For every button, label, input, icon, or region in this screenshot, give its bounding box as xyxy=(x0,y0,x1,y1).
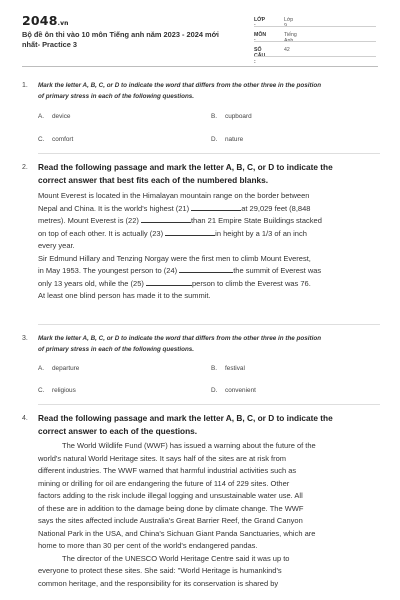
passage-line: Sir Edmund Hillary and Tenzing Norgay were the first men to climb Mount Everest, xyxy=(38,253,311,263)
passage-text: on top of each other. It is actually (23) xyxy=(38,228,164,238)
question-3-number: 3. xyxy=(22,335,28,342)
meta-class-label: LỚP : xyxy=(254,17,265,29)
passage-line: common heritage, and the responsibility for its conservation is shared by xyxy=(38,578,279,588)
blank-22[interactable] xyxy=(141,215,191,223)
passage-line: home to more than 30 per cent of the world's endangered pandas. xyxy=(38,541,258,550)
passage-line: The World Wildlife Fund (WWF) has issued a warning about the future of the xyxy=(62,441,316,450)
passage-text: person to climb the Everest was 76. xyxy=(191,278,311,288)
question-4-number: 4. xyxy=(22,415,28,422)
option-text: religious xyxy=(52,387,76,394)
blank-23[interactable] xyxy=(165,228,215,236)
option-text: comfort xyxy=(52,136,74,143)
passage-line: At least one blind person has made it to the summit. xyxy=(38,291,211,300)
option-text: nature xyxy=(225,136,244,143)
question-separator xyxy=(38,324,380,325)
option-letter: B. xyxy=(211,113,218,120)
passage-text: the summit of Everest was xyxy=(233,266,322,275)
meta-divider xyxy=(254,26,376,27)
instruction-line: correct answer to each of the questions. xyxy=(38,426,198,436)
passage-text: at 29,029 feet (8,848 xyxy=(241,203,311,213)
meta-subject-value: Tiếng Anh xyxy=(284,32,297,44)
option-letter: D. xyxy=(211,387,218,394)
instruction-line: Read the following passage and mark the letter A, B, C, or D to indicate the xyxy=(38,162,333,172)
passage-line: The director of the UNESCO World Heritage Centre said it was up to xyxy=(62,553,290,563)
site-logo[interactable] xyxy=(22,13,69,28)
passage-line: says the sites affected include Australia's Great Barrier Reef, the Grand Canyon xyxy=(38,516,303,525)
question-2-number: 2. xyxy=(22,164,28,171)
passage-line: mining or drilling for oil are endangering the future of 114 of 229 sites. Other xyxy=(38,478,290,488)
question-separator xyxy=(38,404,380,405)
question-1-option-c[interactable] xyxy=(38,136,73,143)
instruction-line: Read the following passage and mark the letter A, B, C, or D to indicate the xyxy=(38,413,333,423)
question-1-option-a[interactable] xyxy=(38,113,70,120)
question-4-passage xyxy=(38,440,380,590)
instruction-line: Mark the letter A, B, C, or D to indicate the word that differs from the other three in the position xyxy=(38,82,322,89)
document-title-line-1: Bộ đề ôn thi vào 10 môn Tiếng anh năm 2023 - 2024 mới xyxy=(22,30,219,39)
passage-line: of these are in addition to the damage being done by climate change. The WWF xyxy=(38,503,304,513)
passage-line xyxy=(38,278,380,291)
option-letter: C. xyxy=(38,136,45,143)
question-3-instruction xyxy=(38,334,380,355)
option-text: festival xyxy=(225,365,245,372)
option-letter: A. xyxy=(38,113,45,120)
document-title-line-2: nhất- Practice 3 xyxy=(22,40,78,49)
passage-line: factors adding to the risk include illegal logging and unsustainable water use. All xyxy=(38,491,303,500)
instruction-line: of primary stress in each of the following questions. xyxy=(38,345,195,353)
option-letter: A. xyxy=(38,365,45,372)
logo-tld: .vn xyxy=(57,20,69,27)
question-1-option-d[interactable] xyxy=(211,136,243,143)
question-3-option-c[interactable] xyxy=(38,387,76,394)
passage-text: Nepal and China. It is the world's highest (21) xyxy=(38,203,190,213)
question-3-option-d[interactable] xyxy=(211,387,256,394)
passage-line xyxy=(38,215,380,228)
option-text: cupboard xyxy=(225,113,252,120)
option-letter: B. xyxy=(211,365,218,372)
question-2-passage xyxy=(38,190,380,303)
passage-line: world's natural World Heritage sites. It says half of the sites are at risk from xyxy=(38,453,287,463)
passage-text: in height by a 1/3 of an inch xyxy=(215,228,307,238)
meta-divider xyxy=(254,41,376,42)
passage-line: Mount Everest is located in the Himalayan mountain range on the border between xyxy=(38,191,310,200)
question-3-option-b[interactable] xyxy=(211,365,245,372)
question-1-option-b[interactable] xyxy=(211,113,252,120)
meta-subject-label: MÔN : xyxy=(254,32,267,44)
passage-line xyxy=(38,228,380,241)
page-header xyxy=(0,0,400,68)
instruction-line: of primary stress in each of the following questions. xyxy=(38,92,195,100)
header-divider xyxy=(22,66,378,67)
option-text: departure xyxy=(52,365,80,372)
question-4-instruction xyxy=(38,412,380,438)
option-text: device xyxy=(52,113,71,120)
question-separator xyxy=(38,153,380,154)
question-3-option-a[interactable] xyxy=(38,365,79,372)
option-letter: C. xyxy=(38,387,45,394)
option-letter: D. xyxy=(211,136,218,143)
passage-line: different industries. The WWF warned that harmful industrial activities such as xyxy=(38,466,297,475)
meta-class-value: Lớp 9 xyxy=(284,17,294,29)
passage-line: everyone to protect these sites. She said: "World Heritage is humankind's xyxy=(38,566,282,575)
blank-24[interactable] xyxy=(179,265,233,273)
option-text: convenient xyxy=(225,387,256,394)
passage-line: National Park in the USA, and China's Sichuan Giant Panda Sanctuaries, which are xyxy=(38,528,316,538)
passage-text: only 13 years old, while the (25) xyxy=(38,278,144,288)
instruction-line: Mark the letter A, B, C, or D to indicate the word that differs from the other three in the position xyxy=(38,335,322,342)
passage-text: metres). Mount Everest is (22) xyxy=(38,216,139,225)
meta-count-label: SỐ CÂU : xyxy=(254,47,266,65)
question-2-instruction xyxy=(38,161,380,187)
passage-line xyxy=(38,203,380,216)
meta-count-value: 42 xyxy=(284,47,290,53)
document-title xyxy=(22,30,237,50)
blank-21[interactable] xyxy=(191,203,241,211)
passage-line xyxy=(38,265,380,278)
passage-text: in May 1953. The youngest person to (24) xyxy=(38,266,178,275)
question-1-number: 1. xyxy=(22,82,28,89)
instruction-line: correct answer that best fits each of the numbered blanks. xyxy=(38,175,269,185)
blank-25[interactable] xyxy=(146,278,192,286)
logo-text: 2048 xyxy=(22,13,58,28)
passage-line: every year. xyxy=(38,241,75,250)
question-1-instruction xyxy=(38,81,380,102)
meta-divider xyxy=(254,56,376,57)
passage-text: than 21 Empire State Buildings stacked xyxy=(190,216,322,225)
